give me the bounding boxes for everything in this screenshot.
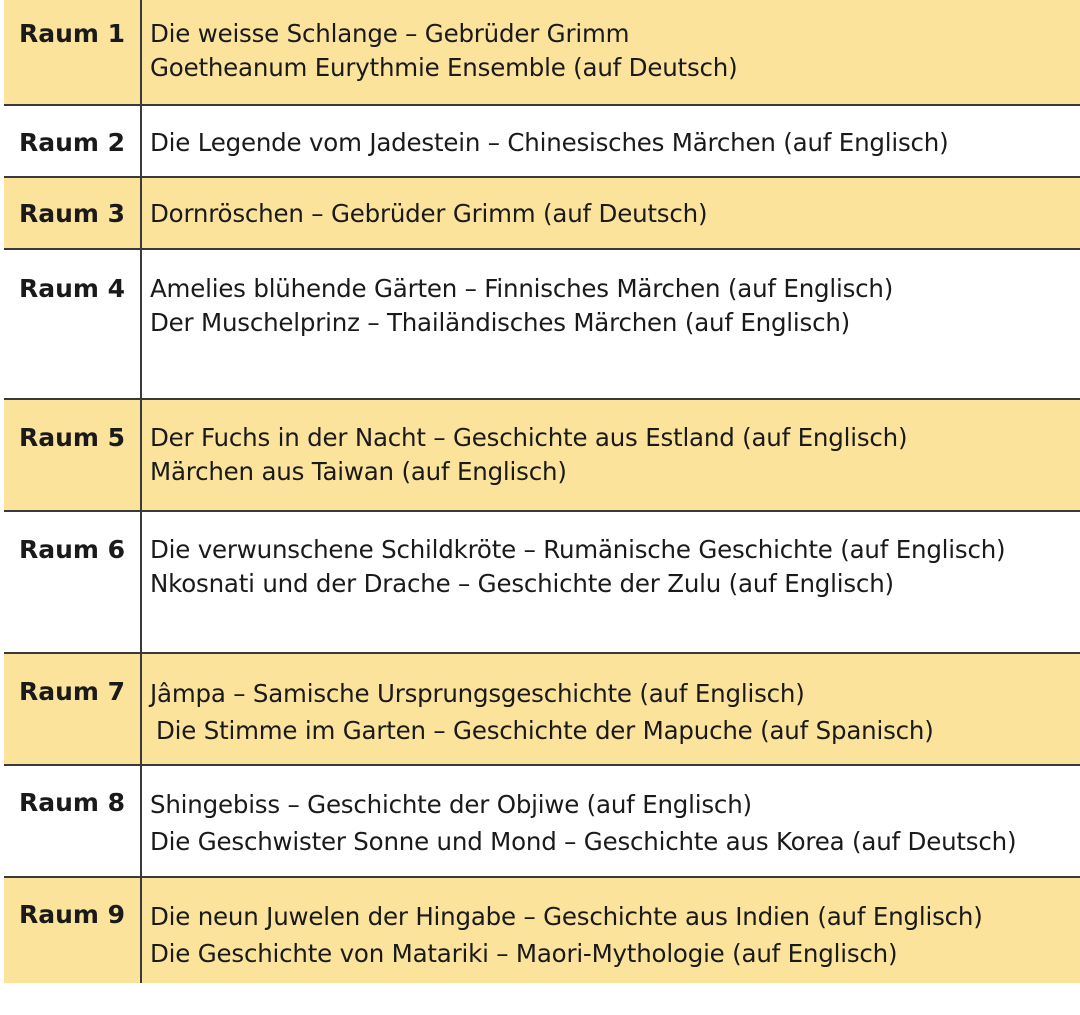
column-divider [140, 654, 142, 764]
column-divider [140, 250, 142, 398]
story-entry: Die weisse Schlange – Gebrüder Grimm [150, 19, 630, 48]
story-entry: Nkosnati und der Drache – Geschichte der Zulu (auf Englisch) [150, 569, 894, 598]
room-entries [150, 898, 1080, 972]
column-divider [140, 106, 142, 176]
room-label: Raum 8 [18, 788, 126, 817]
room-label: Raum 7 [18, 677, 126, 706]
room-label: Raum 3 [18, 199, 126, 228]
room-entries [150, 197, 1080, 231]
story-entry: Die Legende vom Jadestein – Chinesisches Märchen (auf Englisch) [150, 128, 949, 157]
column-divider [140, 400, 142, 510]
room-label: Raum 1 [18, 19, 126, 48]
room-row [4, 512, 1080, 654]
room-row [4, 400, 1080, 512]
room-row [4, 766, 1080, 878]
story-entry: Die Stimme im Garten – Geschichte der Mapuche (auf Spanisch) [156, 716, 934, 745]
room-entries [150, 272, 1080, 340]
room-schedule-table [4, 0, 1080, 983]
room-entries [150, 17, 1080, 85]
column-divider [140, 512, 142, 652]
column-divider [140, 178, 142, 248]
room-row [4, 250, 1080, 400]
story-entry: Goetheanum Eurythmie Ensemble (auf Deutsch) [150, 53, 738, 82]
room-row [4, 878, 1080, 983]
room-label: Raum 9 [18, 900, 126, 929]
story-entry: Der Muschelprinz – Thailändisches Märchen (auf Englisch) [150, 308, 851, 337]
room-row [4, 0, 1080, 106]
story-entry: Dornröschen – Gebrüder Grimm (auf Deutsch) [150, 199, 708, 228]
story-entry: Die neun Juwelen der Hingabe – Geschichte aus Indien (auf Englisch) [150, 902, 983, 931]
room-entries [150, 421, 1080, 489]
story-entry: Shingebiss – Geschichte der Objiwe (auf Englisch) [150, 790, 752, 819]
room-entries [150, 126, 1080, 160]
column-divider [140, 878, 142, 983]
column-divider [140, 0, 142, 104]
room-row [4, 106, 1080, 178]
story-entry: Amelies blühende Gärten – Finnisches Märchen (auf Englisch) [150, 274, 894, 303]
story-entry: Die verwunschene Schildkröte – Rumänische Geschichte (auf Englisch) [150, 535, 1006, 564]
room-entries [150, 786, 1080, 860]
story-entry: Die Geschwister Sonne und Mond – Geschichte aus Korea (auf Deutsch) [150, 827, 1017, 856]
room-entries [150, 533, 1080, 601]
story-entry: Die Geschichte von Matariki – Maori-Mythologie (auf Englisch) [150, 939, 898, 968]
room-label: Raum 5 [18, 423, 126, 452]
story-entry: Jâmpa – Samische Ursprungsgeschichte (auf Englisch) [150, 679, 805, 708]
room-label: Raum 6 [18, 535, 126, 564]
story-entry: Märchen aus Taiwan (auf Englisch) [150, 457, 567, 486]
room-row [4, 178, 1080, 250]
story-entry: Der Fuchs in der Nacht – Geschichte aus Estland (auf Englisch) [150, 423, 908, 452]
room-entries [150, 675, 1080, 749]
column-divider [140, 766, 142, 876]
room-label: Raum 4 [18, 274, 126, 303]
room-label: Raum 2 [18, 128, 126, 157]
room-row [4, 654, 1080, 766]
